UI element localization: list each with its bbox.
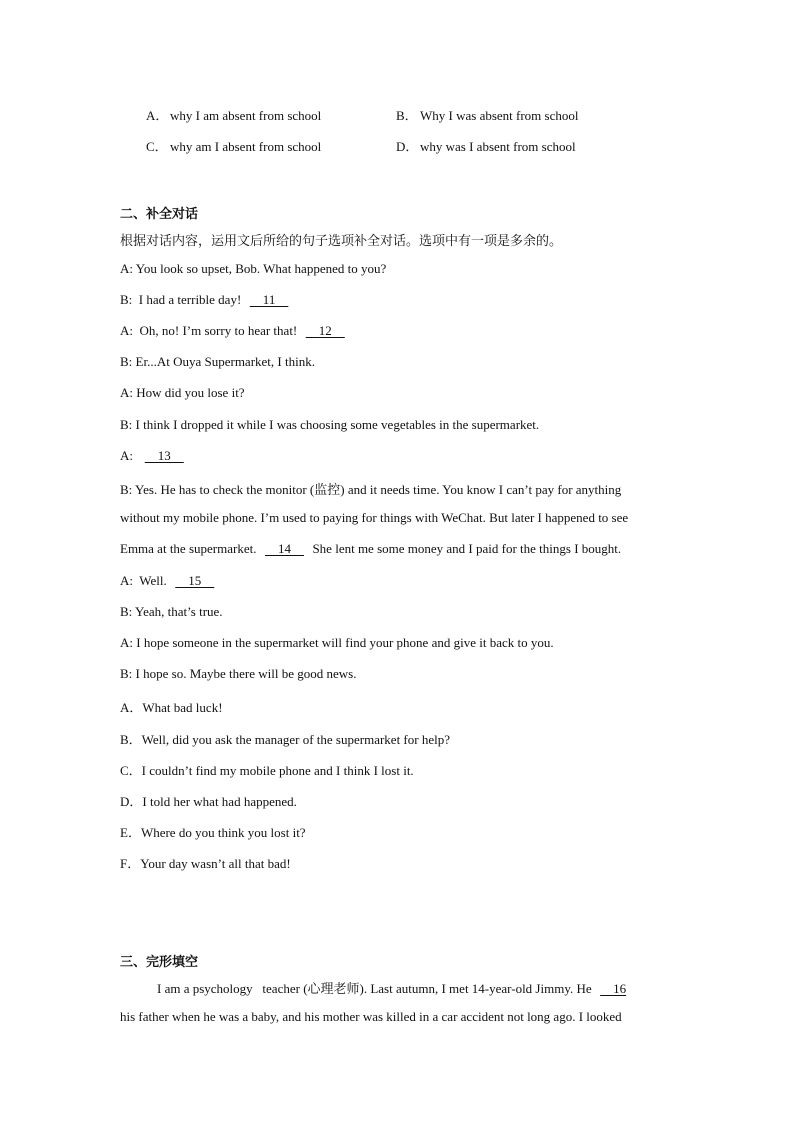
dialogue-line: A: I hope someone in the supermarket will find your phone and give it back to you. — [120, 635, 554, 650]
q10-option-b — [396, 105, 579, 124]
option-text: why was I absent from school — [420, 139, 576, 154]
section3-heading: 三、完形填空 — [120, 955, 199, 970]
blank-11[interactable]: 11 — [249, 292, 289, 307]
dialogue-line: B: Er...At Ouya Supermarket, I think. — [120, 354, 315, 369]
section2-heading: 二、补全对话 — [120, 207, 199, 222]
dialogue-line — [120, 448, 186, 464]
dialogue-line — [120, 292, 290, 308]
option-letter: B． — [396, 108, 418, 123]
dialogue-line: without my mobile phone. I’m used to paying for things with WeChat. But later I happened to see — [120, 510, 629, 525]
blank-15[interactable]: 15 — [175, 573, 215, 588]
blank-14[interactable]: 14 — [264, 541, 304, 556]
answer-option-d: D．I told her what had happened. — [120, 794, 297, 809]
dialogue-text: B: I had a terrible day! — [120, 292, 248, 307]
dialogue-line: B: Yeah, that’s true. — [120, 604, 223, 619]
q10-option-c — [146, 136, 321, 155]
q10-option-a — [146, 105, 321, 124]
dialogue-text: Emma at the supermarket. — [120, 541, 263, 556]
option-text: Why I was absent from school — [420, 108, 579, 123]
answer-option-e: E．Where do you think you lost it? — [120, 825, 306, 840]
option-letter: C． — [146, 139, 168, 154]
option-text: why am I absent from school — [170, 139, 322, 154]
blank-12[interactable]: 12 — [305, 323, 345, 338]
blank-16[interactable]: 16 — [600, 981, 627, 996]
option-letter: D． — [396, 139, 419, 154]
dialogue-line — [120, 573, 216, 589]
passage-line — [120, 978, 628, 997]
q10-option-d — [396, 136, 576, 155]
answer-option-f: F．Your day wasn’t all that bad! — [120, 856, 291, 871]
dialogue-text: A: Oh, no! I’m sorry to hear that! — [120, 323, 304, 338]
dialogue-text: A: Well. — [120, 573, 174, 588]
option-letter: A． — [146, 108, 169, 123]
answer-option-c: C．I couldn’t find my mobile phone and I think I lost it. — [120, 763, 414, 778]
passage-line: his father when he was a baby, and his mother was killed in a car accident not long ago. I looked — [120, 1009, 622, 1024]
dialogue-line: B: Yes. He has to check the monitor (监控) and it needs time. You know I can’t pay for anything — [120, 482, 622, 497]
blank-13[interactable]: 13 — [144, 448, 184, 463]
answer-option-a: A．What bad luck! — [120, 700, 223, 715]
answer-option-b: B．Well, did you ask the manager of the supermarket for help? — [120, 732, 450, 747]
dialogue-line: B: I hope so. Maybe there will be good news. — [120, 666, 357, 681]
passage-text: I am a psychology teacher (心理老师). Last autumn, I met 14-year-old Jimmy. He — [157, 981, 599, 996]
dialogue-line: A: You look so upset, Bob. What happened to you? — [120, 261, 387, 276]
dialogue-line — [120, 323, 347, 339]
dialogue-text: She lent me some money and I paid for the things I bought. — [305, 541, 622, 556]
dialogue-line — [120, 541, 621, 557]
dialogue-line: A: How did you lose it? — [120, 385, 245, 400]
dialogue-line: B: I think I dropped it while I was choosing some vegetables in the supermarket. — [120, 417, 540, 432]
option-text: why I am absent from school — [170, 108, 322, 123]
dialogue-text: A: — [120, 448, 143, 463]
section2-instruction: 根据对话内容，运用文后所给的句子选项补全对话。选项中有一项是多余的。 — [120, 234, 563, 249]
